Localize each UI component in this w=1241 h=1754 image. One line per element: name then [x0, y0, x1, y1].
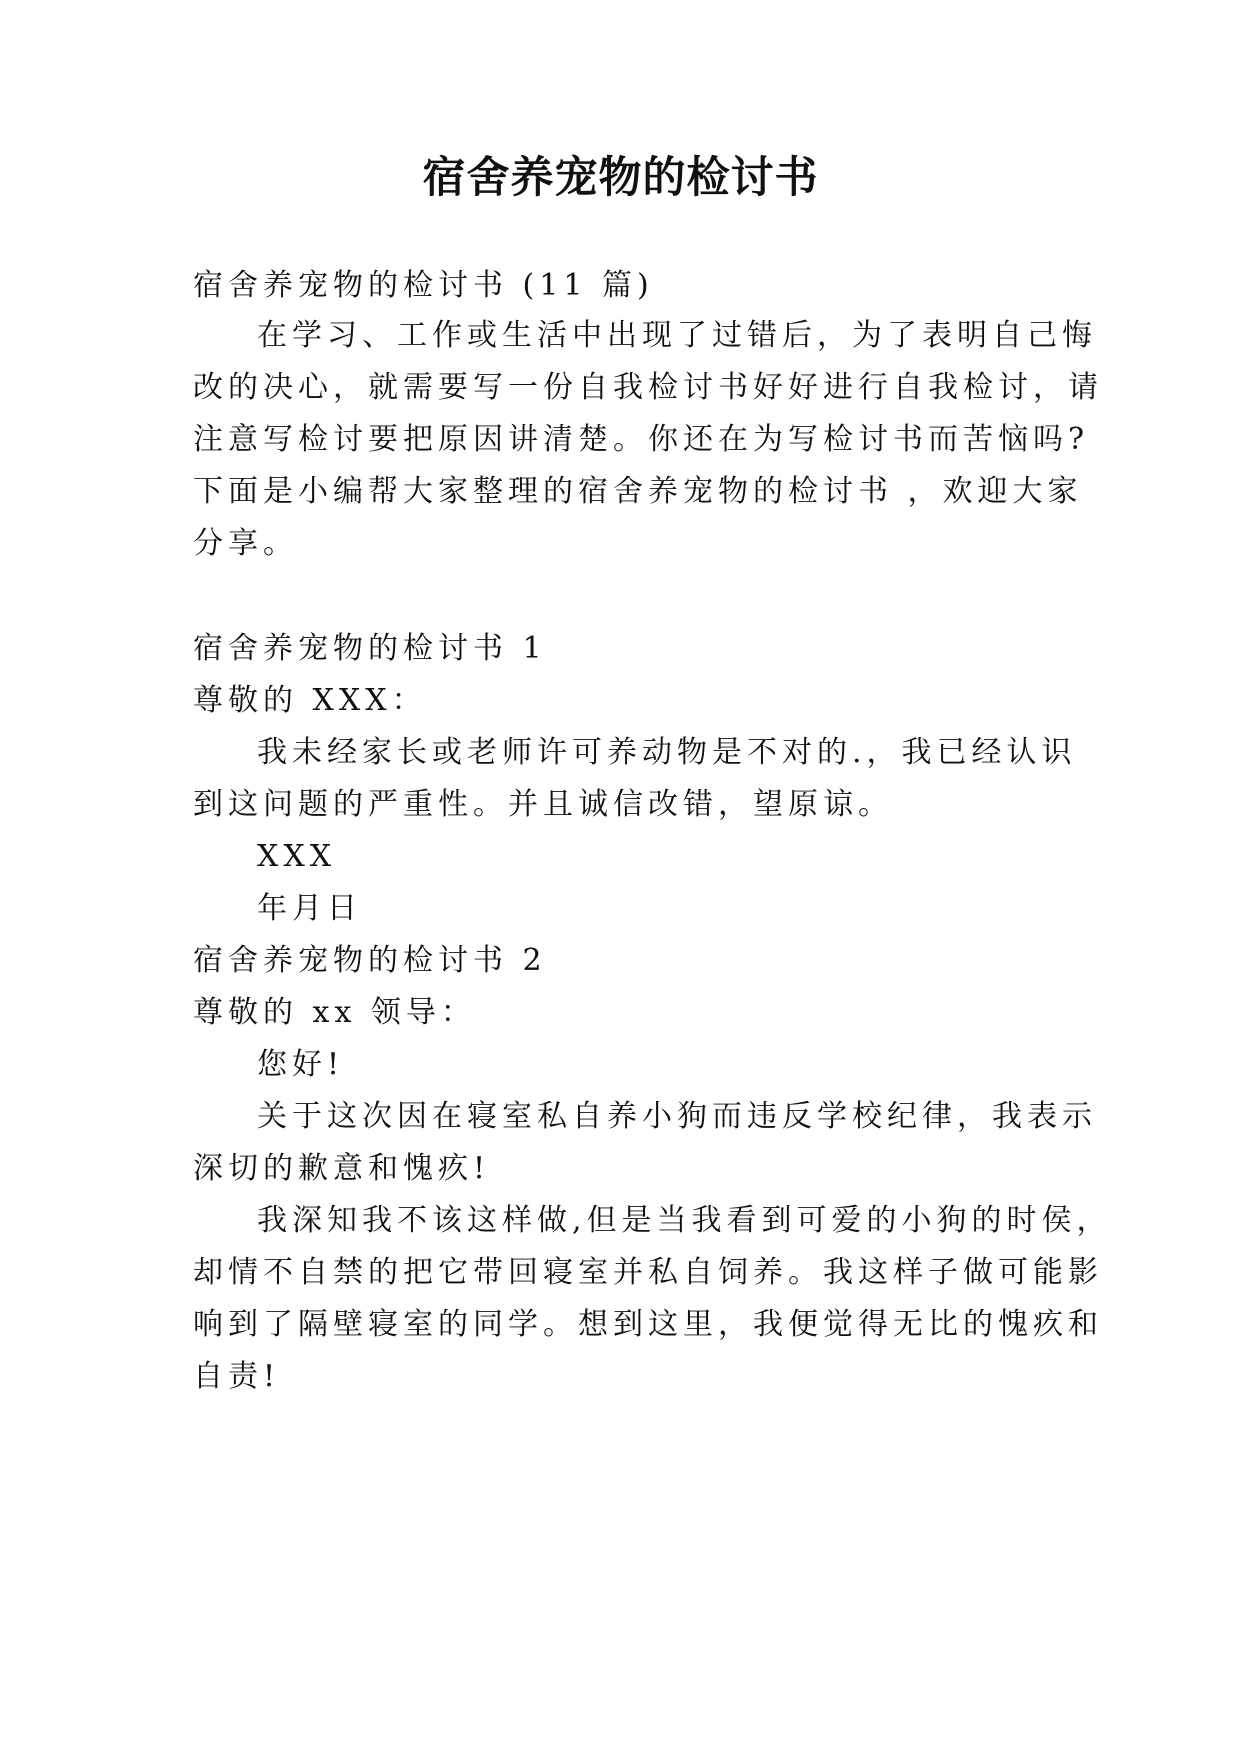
section-1-body-line-1: 我未经家长或老师许可养动物是不对的.，我已经认识 [257, 735, 1077, 770]
section-2-heading: 宿舍养宠物的检讨书 2 [193, 943, 547, 978]
section-1-body-line-2: 到这问题的严重性。并且诚信改错，望原谅。 [193, 787, 893, 822]
section-2-greeting: 您好! [257, 1047, 345, 1082]
section-1-date: 年月日 [257, 891, 362, 926]
document-title: 宿舍养宠物的检讨书 [422, 153, 819, 203]
intro-paragraph-line-4: 下面是小编帮大家整理的宿舍养宠物的检讨书 ，欢迎大家 [193, 474, 1083, 509]
section-2-body-line-3: 我深知我不该这样做,但是当我看到可爱的小狗的时侯， [257, 1203, 1112, 1238]
section-2-body-line-5: 响到了隔壁寝室的同学。想到这里，我便觉得无比的愧疚和 [193, 1307, 1103, 1342]
collection-heading: 宿舍养宠物的检讨书 (11 篇) [193, 268, 654, 303]
section-2-body-line-1: 关于这次因在寝室私自养小狗而违反学校纪律，我表示 [257, 1099, 1097, 1134]
intro-paragraph-line-1: 在学习、工作或生活中出现了过错后，为了表明自己悔 [257, 318, 1097, 353]
section-1-heading: 宿舍养宠物的检讨书 1 [193, 631, 547, 666]
section-2-salutation: 尊敬的 xx 领导： [193, 995, 476, 1030]
section-1-salutation: 尊敬的 XXX： [193, 683, 427, 718]
intro-paragraph-line-5: 分享。 [193, 526, 298, 561]
section-2-body-line-4: 却情不自禁的把它带回寝室并私自饲养。我这样子做可能影 [193, 1255, 1103, 1290]
intro-paragraph-line-2: 改的决心，就需要写一份自我检讨书好好进行自我检讨，请 [193, 370, 1103, 405]
section-2-body-line-2: 深切的歉意和愧疚! [193, 1151, 491, 1186]
section-1-signature: XXX [257, 839, 337, 874]
section-2-body-line-6: 自责! [193, 1359, 281, 1394]
intro-paragraph-line-3: 注意写检讨要把原因讲清楚。你还在为写检讨书而苦恼吗? [193, 422, 1090, 457]
